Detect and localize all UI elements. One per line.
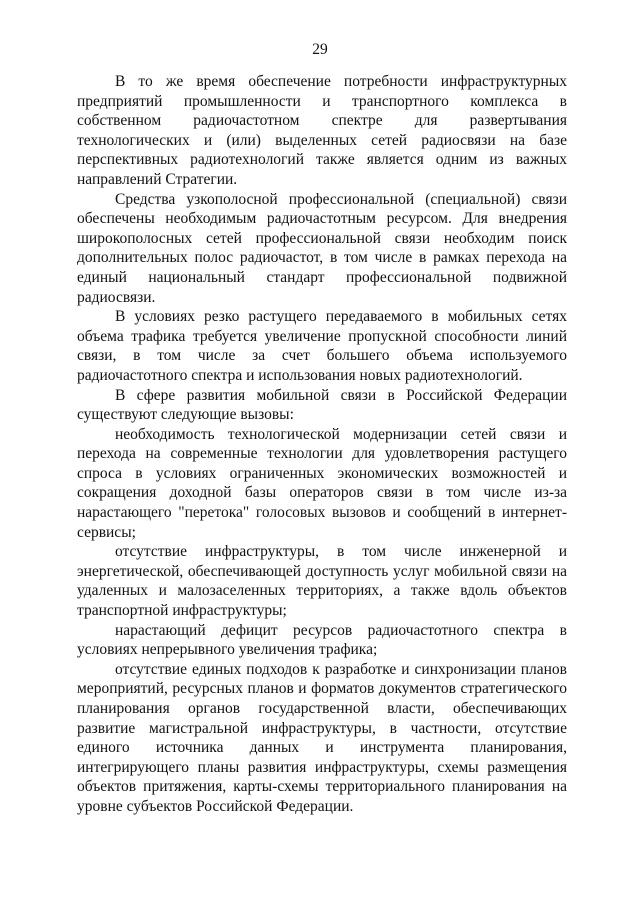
list-item: отсутствие инфраструктуры, в том числе инженерной и энергетической, обеспечивающей доступность услуг мобильной связи на удаленных и малозаселенных территориях, а также вдоль объектов транспортной инфраструктуры; xyxy=(77,543,567,620)
paragraph: Средства узкополосной профессиональной (специальной) связи обеспечены необходимым радиочастотным ресурсом. Для внедрения широкополосных сетей профессиональной связи необходим поиск дополнительных полос радиочастот, в том числе в рамках перехода на единый национальный стандарт профессиональной подвижной радиосвязи. xyxy=(77,190,567,306)
paragraph: В то же время обеспечение потребности инфраструктурных предприятий промышленности и транспортного комплекса в собственном радиочастотном спектре для развертывания технологических и (или) выделенных сетей радиосвязи на базе перспективных радиотехнологий также является одним из важных направлений Стратегии. xyxy=(77,73,567,188)
paragraph: В условиях резко растущего передаваемого в мобильных сетях объема трафика требуется увеличение пропускной способности линий связи, в том числе за счет большего объема используемого радиочастотного спектра и использования новых радиотехнологий. xyxy=(77,308,567,384)
list-item: нарастающий дефицит ресурсов радиочастотного спектра в условиях непрерывного увеличения трафика; xyxy=(77,621,567,659)
page-number: 29 xyxy=(312,41,328,58)
list-item: необходимость технологической модернизации сетей связи и перехода на современные технологии для удовлетворения растущего спроса в условиях ограниченных экономических возможностей и сокращения доходной базы операторов связи в том числе из-за нарастающего "перетока" голосовых вызовов и сообщений в интернет-сервисы; xyxy=(77,425,567,541)
document-body xyxy=(77,72,567,817)
paragraph: В сфере развития мобильной связи в Российской Федерации существуют следующие вызовы: xyxy=(77,386,567,424)
list-item: отсутствие единых подходов к разработке и синхронизации планов мероприятий, ресурсных планов и форматов документов стратегического планирования органов государственной власти, обеспечивающих развитие магистральной инфраструктуры, в частности, отсутствие единого источника данных и инструмента планирования, интегрирующего планы развития инфраструктуры, схемы размещения объектов притяжения, карты-схемы территориального планирования на уровне субъектов Российской Федерации. xyxy=(77,660,567,815)
